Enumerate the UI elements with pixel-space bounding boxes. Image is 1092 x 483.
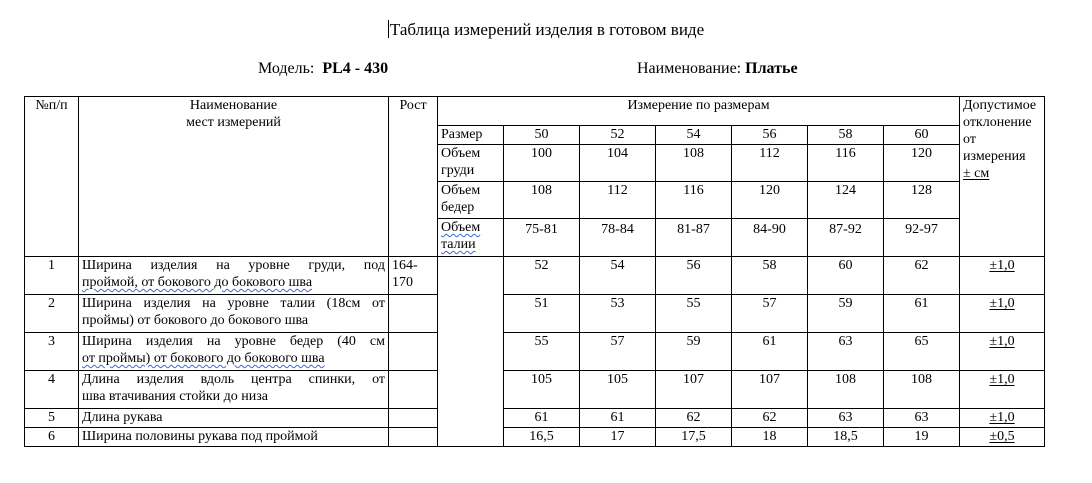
row-height [389, 428, 438, 447]
header-tolerance-line4: измерения [963, 149, 1026, 164]
hips-value: 128 [884, 182, 960, 219]
row-value: 57 [732, 295, 808, 333]
row-value: 57 [580, 333, 656, 371]
waist-label-line1: Объем [441, 220, 481, 235]
row-tolerance-text: ±1,0 [989, 334, 1015, 349]
row-height [389, 333, 438, 371]
row-tolerance-text: ±1,0 [989, 258, 1015, 273]
row-value: 65 [884, 333, 960, 371]
header-by-sizes: Измерение по размерам [438, 97, 960, 126]
row-value: 55 [504, 333, 580, 371]
row-num: 5 [25, 409, 79, 428]
row-tolerance-text: ±1,0 [989, 296, 1015, 311]
row-value: 61 [884, 295, 960, 333]
header-tolerance-line3: от [963, 132, 976, 147]
row-value: 59 [656, 333, 732, 371]
row-name [79, 333, 389, 371]
row-name-line2: шва втачивания стойки до низа [82, 389, 269, 404]
header-place-line2: мест измерений [186, 115, 281, 130]
row-value: 19 [884, 428, 960, 447]
row-value: 59 [808, 295, 884, 333]
header-place-line1: Наименование [189, 98, 278, 113]
row-num: 2 [25, 295, 79, 333]
row-height [389, 409, 438, 428]
row-value: 63 [808, 333, 884, 371]
chest-value: 104 [580, 145, 656, 182]
model-value: PL4 - 430 [322, 60, 389, 77]
row-value: 53 [580, 295, 656, 333]
waist-row-label [438, 219, 504, 257]
row-height-line1: 164- [392, 258, 418, 273]
row-value: 52 [504, 257, 580, 295]
row-num: 1 [25, 257, 79, 295]
chest-value: 108 [656, 145, 732, 182]
table-row [25, 371, 1045, 409]
spacer-cell [438, 257, 504, 447]
row-tolerance-text: ±1,0 [989, 372, 1015, 387]
size-value: 54 [656, 126, 732, 145]
header-tolerance-line1: Допустимое [963, 98, 1037, 113]
row-value: 63 [808, 409, 884, 428]
name-line [637, 60, 798, 78]
waist-value: 84-90 [732, 219, 808, 257]
name-value: Платье [745, 60, 798, 77]
size-value: 52 [580, 126, 656, 145]
waist-value: 78-84 [580, 219, 656, 257]
chest-row-label [438, 145, 504, 182]
header-num: №п/п [25, 97, 79, 257]
row-name-line2: от проймы) от бокового до бокового шва [82, 351, 325, 366]
row-tolerance [960, 257, 1045, 295]
waist-label-line2: талии [441, 237, 476, 252]
hips-label-line1: Объем [441, 183, 481, 198]
size-value: 58 [808, 126, 884, 145]
row-name: Длина рукава [79, 409, 389, 428]
document-title-text: Таблица измерений изделия в готовом виде [389, 20, 705, 39]
row-value: 108 [884, 371, 960, 409]
row-height [389, 257, 438, 295]
table-row [25, 333, 1045, 371]
hips-value: 124 [808, 182, 884, 219]
row-num: 4 [25, 371, 79, 409]
waist-value: 92-97 [884, 219, 960, 257]
size-value: 50 [504, 126, 580, 145]
row-height [389, 295, 438, 333]
row-name-line2: проймы) от бокового до бокового шва [82, 313, 309, 328]
row-tolerance [960, 428, 1045, 447]
row-value: 105 [504, 371, 580, 409]
row-value: 62 [884, 257, 960, 295]
row-name-line2: проймой, от бокового до бокового шва [82, 275, 313, 290]
row-value: 51 [504, 295, 580, 333]
row-value: 18 [732, 428, 808, 447]
row-value: 16,5 [504, 428, 580, 447]
row-value: 61 [504, 409, 580, 428]
row-name-line1: Ширина изделия на уровне бедер (40 см [82, 334, 385, 349]
row-value: 55 [656, 295, 732, 333]
model-line [258, 60, 388, 78]
header-tolerance [960, 97, 1045, 257]
header-height: Рост [389, 97, 438, 257]
table-row [25, 257, 1045, 295]
row-tolerance-text: ±0,5 [989, 429, 1015, 444]
row-num: 6 [25, 428, 79, 447]
row-value: 58 [732, 257, 808, 295]
chest-label-line1: Объем [441, 146, 481, 161]
row-tolerance [960, 333, 1045, 371]
chest-value: 100 [504, 145, 580, 182]
header-tolerance-line5: ± см [963, 166, 990, 181]
table-row [25, 428, 1045, 447]
row-name-line1: Ширина изделия на уровне талии (18см от [82, 296, 385, 311]
hips-label-line2: бедер [441, 200, 475, 215]
row-value: 17 [580, 428, 656, 447]
row-value: 61 [732, 333, 808, 371]
waist-value: 81-87 [656, 219, 732, 257]
row-value: 108 [808, 371, 884, 409]
chest-value: 120 [884, 145, 960, 182]
row-value: 18,5 [808, 428, 884, 447]
text-cursor [388, 20, 389, 38]
row-tolerance-text: ±1,0 [989, 410, 1015, 425]
row-height [389, 371, 438, 409]
row-name-line1: Длина изделия вдоль центра спинки, от [82, 372, 385, 387]
model-label: Модель: [258, 60, 315, 77]
row-name [79, 295, 389, 333]
waist-value: 87-92 [808, 219, 884, 257]
row-value: 60 [808, 257, 884, 295]
hips-value: 112 [580, 182, 656, 219]
table-row [25, 409, 1045, 428]
row-tolerance [960, 409, 1045, 428]
row-value: 107 [656, 371, 732, 409]
waist-value: 75-81 [504, 219, 580, 257]
row-name [79, 371, 389, 409]
header-place [79, 97, 389, 257]
row-name: Ширина половины рукава под проймой [79, 428, 389, 447]
row-name-line1: Ширина изделия на уровне груди, под [82, 258, 385, 273]
row-value: 17,5 [656, 428, 732, 447]
hips-value: 116 [656, 182, 732, 219]
chest-value: 116 [808, 145, 884, 182]
row-value: 61 [580, 409, 656, 428]
row-value: 107 [732, 371, 808, 409]
chest-value: 112 [732, 145, 808, 182]
row-value: 54 [580, 257, 656, 295]
row-height-line2: 170 [392, 275, 413, 290]
row-value: 62 [732, 409, 808, 428]
row-tolerance [960, 371, 1045, 409]
hips-value: 120 [732, 182, 808, 219]
chest-label-line2: груди [441, 163, 475, 178]
row-num: 3 [25, 333, 79, 371]
size-value: 60 [884, 126, 960, 145]
row-value: 62 [656, 409, 732, 428]
table-row [25, 295, 1045, 333]
hips-value: 108 [504, 182, 580, 219]
header-row [25, 97, 1045, 126]
row-tolerance [960, 295, 1045, 333]
header-tolerance-line2: отклонение [963, 115, 1032, 130]
size-value: 56 [732, 126, 808, 145]
row-value: 105 [580, 371, 656, 409]
name-label: Наименование: [637, 60, 742, 77]
document-title [0, 20, 1092, 40]
hips-row-label [438, 182, 504, 219]
size-row-label: Размер [438, 126, 504, 145]
row-value: 63 [884, 409, 960, 428]
row-value: 56 [656, 257, 732, 295]
measurement-table [24, 96, 1045, 447]
row-name [79, 257, 389, 295]
